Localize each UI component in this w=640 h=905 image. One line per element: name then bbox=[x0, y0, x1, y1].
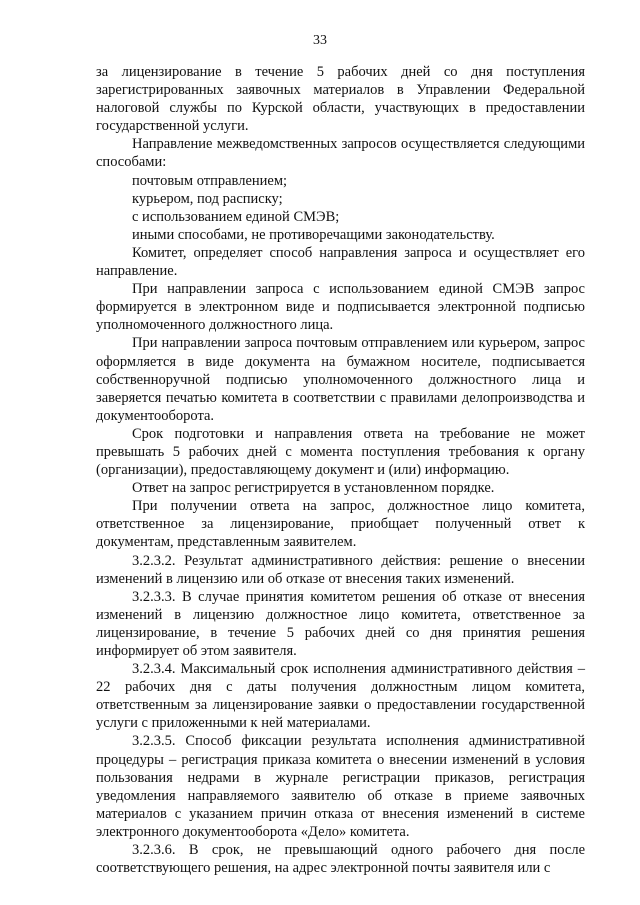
paragraph: 3.2.3.6. В срок, не превышающий одного рабочего дня после соответствующего решения, на адрес электронной почты заявителя или с bbox=[96, 842, 585, 877]
paragraph: Комитет, определяет способ направления запроса и осуществляет его направление. bbox=[96, 244, 585, 280]
list-item: почтовым отправлением; bbox=[132, 172, 288, 189]
paragraph: Направление межведомственных запросов осуществляется следующими способами: bbox=[96, 136, 585, 171]
paragraph: При получении ответа на запрос, должностное лицо комитета, ответственное за лицензирование, приобщает полученный ответ к документам, представленным заявителем. bbox=[96, 498, 585, 551]
paragraph: за лицензирование в течение 5 рабочих дней со дня поступления зарегистрированных заявочных материалов в Управлении Федеральной налоговой службы по Курской области, участвующих в предоставлении государственной услуги. bbox=[96, 64, 585, 135]
document-body bbox=[96, 63, 585, 877]
paragraph: 3.2.3.2. Результат административного действия: решение о внесении изменений в лицензию или об отказе от внесения таких изменений. bbox=[96, 552, 585, 587]
paragraph: При направлении запроса с использованием единой СМЭВ запрос формируется в электронном виде и подписывается электронной подписью уполномоченного должностного лица. bbox=[96, 281, 585, 334]
paragraph: 3.2.3.5. Способ фиксации результата исполнения административной процедуры – регистрация приказа комитета о внесении изменений в условия пользования недрами в журнале регистрации приказов, регистрация уведомления направляемого заявителю об отказе в приеме заявочных материалов с указанием причин отказа от внесения изменений в системе электронного документооборота «Дело» комитета. bbox=[96, 733, 585, 840]
list-item: иными способами, не противоречащими законодательству. bbox=[132, 226, 495, 243]
list-item: курьером, под расписку; bbox=[132, 190, 283, 207]
paragraph: Ответ на запрос регистрируется в установленном порядке. bbox=[132, 480, 495, 497]
page-number: 33 bbox=[313, 33, 327, 48]
paragraph: 3.2.3.3. В случае принятия комитетом решения об отказе от внесения изменений в лицензию должностное лицо комитета, ответственное за лицензирование, в течение 5 рабочих дней со дня принятия решения информирует об этом заявителя. bbox=[96, 588, 585, 659]
list-item: с использованием единой СМЭВ; bbox=[132, 208, 340, 225]
paragraph: 3.2.3.4. Максимальный срок исполнения административного действия – 22 рабочих дня с даты получения должностным лицом комитета, ответственным за лицензирование заявки о предоставлении государственной услуги с приложенными к ней материалами. bbox=[96, 661, 585, 732]
paragraph: При направлении запроса почтовым отправлением или курьером, запрос оформляется в виде документа на бумажном носителе, подписывается собственноручной подписью уполномоченного должностного лица и заверяется печатью комитета в соответствии с правилами делопроизводства и документооборота. bbox=[96, 335, 585, 424]
paragraph: Срок подготовки и направления ответа на требование не может превышать 5 рабочих дней с момента поступления требования к органу (организации), предоставляющему документ и (или) информацию. bbox=[96, 425, 585, 479]
